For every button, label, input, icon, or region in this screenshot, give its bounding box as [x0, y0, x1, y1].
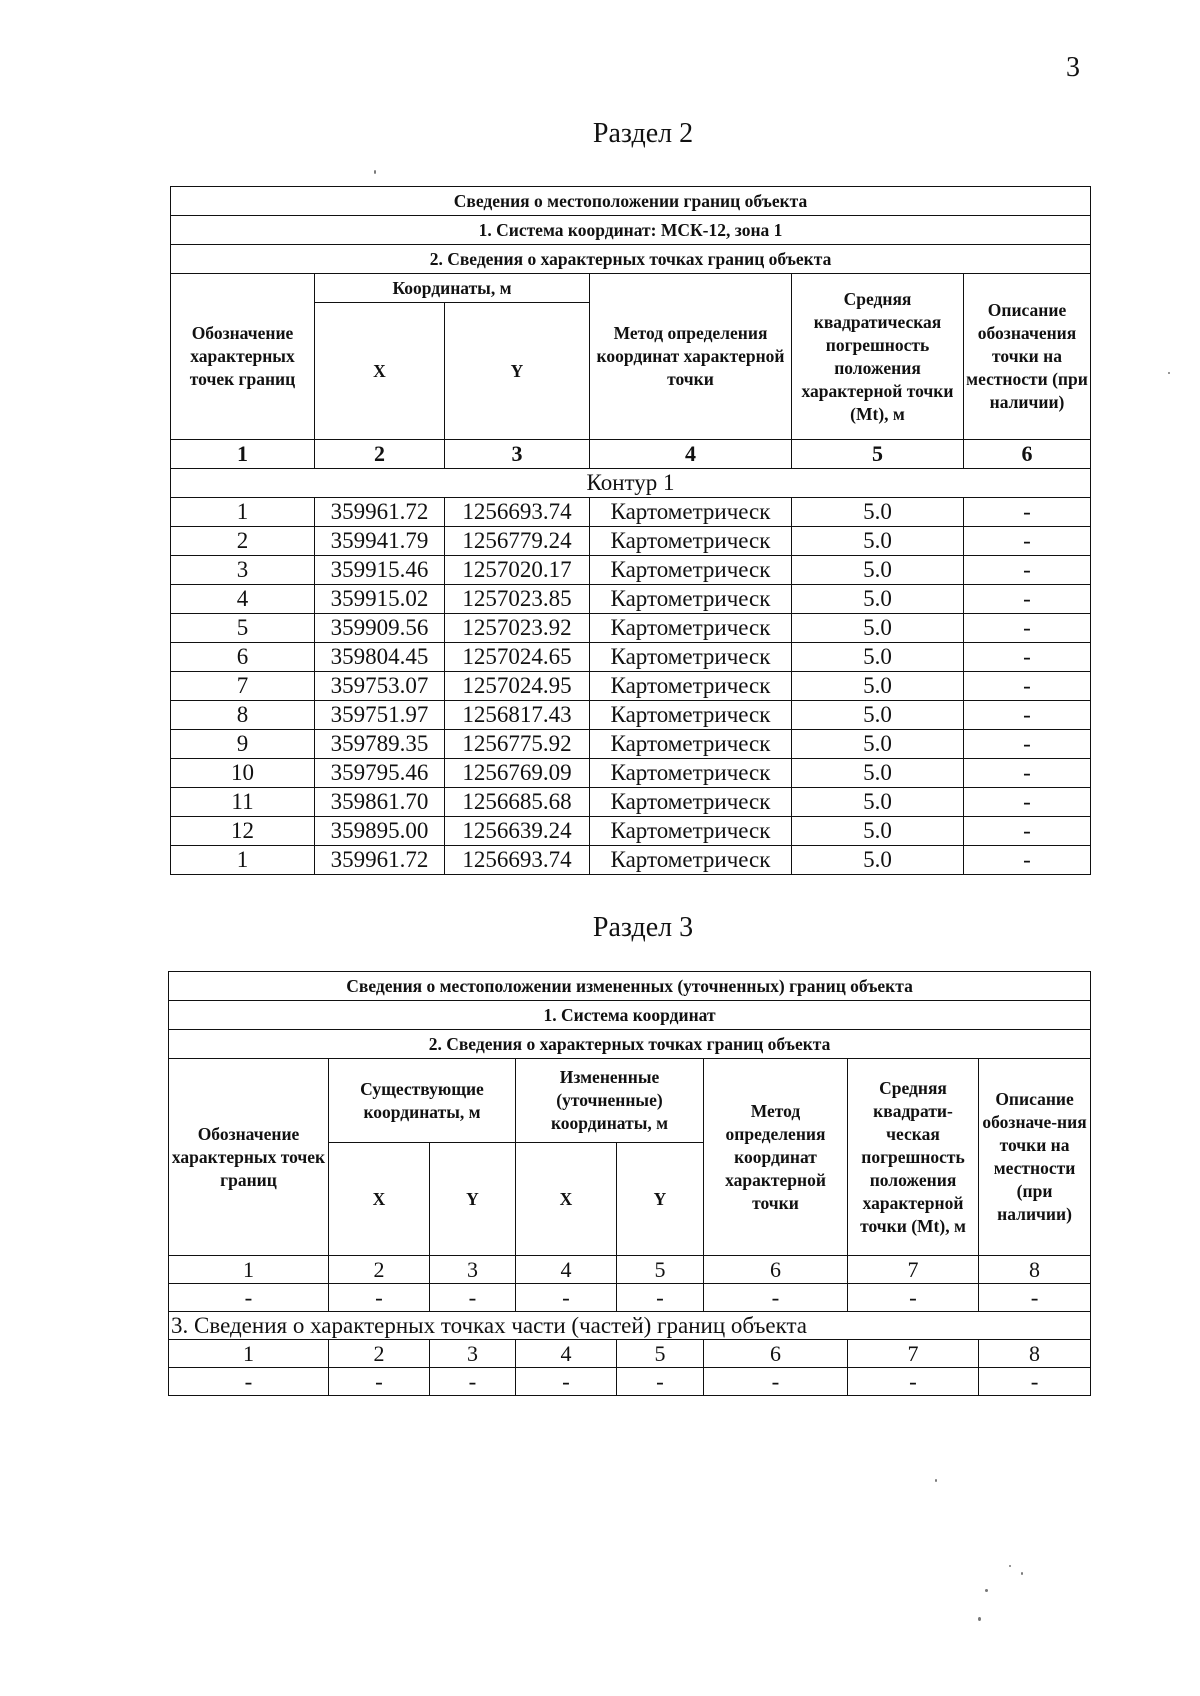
section2-header: Сведения о местоположении границ объекта: [171, 187, 1091, 216]
cell: 5: [617, 1256, 704, 1284]
section3-title: Раздел 3: [592, 912, 694, 943]
contour-label: Контур 1: [171, 469, 1091, 498]
cell-point: 9: [171, 730, 315, 759]
cell: 4: [516, 1256, 617, 1284]
cell: -: [329, 1368, 430, 1396]
cell-x: 359789.35: [315, 730, 445, 759]
cell-method: Картометрическ: [590, 498, 792, 527]
cell-x: 359861.70: [315, 788, 445, 817]
cell-error: 5.0: [792, 846, 964, 875]
cell-error: 5.0: [792, 643, 964, 672]
cell-method: Картометрическ: [590, 788, 792, 817]
cell: -: [704, 1368, 848, 1396]
cell-error: 5.0: [792, 730, 964, 759]
cell: -: [169, 1284, 329, 1312]
cell-point: 2: [171, 527, 315, 556]
table-row: [171, 817, 1091, 846]
cell-method: Картометрическ: [590, 817, 792, 846]
cell-error: 5.0: [792, 759, 964, 788]
cell: 2: [329, 1256, 430, 1284]
cell-error: 5.0: [792, 585, 964, 614]
cell-y: 1257023.92: [445, 614, 590, 643]
section2-points-header: 2. Сведения о характерных точках границ объекта: [171, 245, 1091, 274]
cell: 1: [169, 1256, 329, 1284]
cell-x: 359895.00: [315, 817, 445, 846]
col-num: 3: [445, 440, 590, 469]
cell-x: 359915.46: [315, 556, 445, 585]
cell-x: 359751.97: [315, 701, 445, 730]
cell: 6: [704, 1256, 848, 1284]
col-num: 5: [792, 440, 964, 469]
col-x: X: [315, 303, 445, 440]
cell: 6: [704, 1340, 848, 1368]
col-error: Средняя квадрати-ческая погрешность положения характерной точки (Mt), м: [848, 1059, 979, 1256]
col-changed-y: Y: [617, 1143, 704, 1256]
cell-method: Картометрическ: [590, 672, 792, 701]
cell-error: 5.0: [792, 672, 964, 701]
col-changed-coords: Измененные (уточненные) координаты, м: [516, 1059, 704, 1143]
cell-desc: -: [964, 730, 1091, 759]
cell-error: 5.0: [792, 817, 964, 846]
cell-point: 1: [171, 846, 315, 875]
cell: 8: [979, 1256, 1091, 1284]
scan-speck: [985, 1589, 988, 1592]
cell-error: 5.0: [792, 556, 964, 585]
table-row: [171, 730, 1091, 759]
cell-y: 1256769.09: [445, 759, 590, 788]
page-number: 3: [1066, 52, 1080, 83]
cell-method: Картометрическ: [590, 846, 792, 875]
col-coordinates: Координаты, м: [315, 274, 590, 303]
cell: -: [329, 1284, 430, 1312]
cell: -: [704, 1284, 848, 1312]
table-row: [171, 788, 1091, 817]
table-row: [171, 585, 1091, 614]
cell-x: 359804.45: [315, 643, 445, 672]
cell: -: [979, 1284, 1091, 1312]
table-row: [171, 701, 1091, 730]
cell-y: 1256685.68: [445, 788, 590, 817]
cell: 3: [430, 1256, 516, 1284]
parts-header: 3. Сведения о характерных точках части (частей) границ объекта: [169, 1312, 1091, 1340]
scan-speck: [978, 1617, 981, 1621]
col-description: Описание обозначе-ния точки на местности (при наличии): [979, 1059, 1091, 1256]
scan-speck: [1168, 372, 1170, 374]
cell-x: 359795.46: [315, 759, 445, 788]
cell-method: Картометрическ: [590, 643, 792, 672]
cell-point: 6: [171, 643, 315, 672]
cell: -: [617, 1368, 704, 1396]
scan-speck: [374, 170, 376, 174]
cell-desc: -: [964, 759, 1091, 788]
table-row: [171, 556, 1091, 585]
cell-y: 1257023.85: [445, 585, 590, 614]
cell: 7: [848, 1340, 979, 1368]
cell-error: 5.0: [792, 527, 964, 556]
cell-point: 3: [171, 556, 315, 585]
col-existing-coords: Существующие координаты, м: [329, 1059, 516, 1143]
cell-y: 1257024.95: [445, 672, 590, 701]
col-changed-x: X: [516, 1143, 617, 1256]
section3-header: Сведения о местоположении измененных (уточненных) границ объекта: [169, 972, 1091, 1001]
cell-point: 8: [171, 701, 315, 730]
section3-table: [168, 971, 1091, 1396]
cell-method: Картометрическ: [590, 585, 792, 614]
cell-y: 1257024.65: [445, 643, 590, 672]
col-num: 1: [171, 440, 315, 469]
cell-error: 5.0: [792, 701, 964, 730]
col-error: Средняя квадратическая погрешность положения характерной точки (Mt), м: [792, 274, 964, 440]
cell-x: 359915.02: [315, 585, 445, 614]
cell-point: 1: [171, 498, 315, 527]
cell-desc: -: [964, 701, 1091, 730]
table-row: [171, 527, 1091, 556]
section2-title: Раздел 2: [592, 118, 694, 149]
cell: 8: [979, 1340, 1091, 1368]
cell: -: [617, 1284, 704, 1312]
col-designation: Обозначение характерных точек границ: [169, 1059, 329, 1256]
cell-error: 5.0: [792, 788, 964, 817]
cell-x: 359941.79: [315, 527, 445, 556]
cell-point: 5: [171, 614, 315, 643]
section3-coord-system: 1. Система координат: [169, 1001, 1091, 1030]
cell: -: [169, 1368, 329, 1396]
cell: -: [430, 1284, 516, 1312]
col-num: 6: [964, 440, 1091, 469]
cell-desc: -: [964, 614, 1091, 643]
cell: 1: [169, 1340, 329, 1368]
cell-desc: -: [964, 643, 1091, 672]
cell: -: [430, 1368, 516, 1396]
cell-desc: -: [964, 527, 1091, 556]
col-num: 2: [315, 440, 445, 469]
cell-desc: -: [964, 585, 1091, 614]
cell: -: [516, 1284, 617, 1312]
cell: -: [848, 1284, 979, 1312]
cell-x: 359961.72: [315, 846, 445, 875]
cell-x: 359909.56: [315, 614, 445, 643]
cell-point: 11: [171, 788, 315, 817]
table-row: [171, 672, 1091, 701]
cell-desc: -: [964, 788, 1091, 817]
cell-x: 359753.07: [315, 672, 445, 701]
cell-desc: -: [964, 817, 1091, 846]
table-row: [171, 498, 1091, 527]
table-row: [169, 1368, 1091, 1396]
cell: 7: [848, 1256, 979, 1284]
cell-error: 5.0: [792, 614, 964, 643]
table-row: [171, 759, 1091, 788]
cell: 4: [516, 1340, 617, 1368]
col-num: 4: [590, 440, 792, 469]
cell: 3: [430, 1340, 516, 1368]
cell-y: 1256779.24: [445, 527, 590, 556]
cell: 5: [617, 1340, 704, 1368]
cell-desc: -: [964, 846, 1091, 875]
cell-x: 359961.72: [315, 498, 445, 527]
col-designation: Обозначение характерных точек границ: [171, 274, 315, 440]
cell-error: 5.0: [792, 498, 964, 527]
cell-method: Картометрическ: [590, 701, 792, 730]
scan-speck: [1021, 1572, 1023, 1575]
cell-y: 1257020.17: [445, 556, 590, 585]
cell-y: 1256693.74: [445, 498, 590, 527]
section2-coord-system: 1. Система координат: МСК-12, зона 1: [171, 216, 1091, 245]
col-description: Описание обозначения точки на местности (при наличии): [964, 274, 1091, 440]
col-existing-y: Y: [430, 1143, 516, 1256]
section2-table: [170, 186, 1091, 875]
column-numbers-row: [169, 1340, 1091, 1368]
cell-desc: -: [964, 672, 1091, 701]
cell: -: [848, 1368, 979, 1396]
cell-point: 7: [171, 672, 315, 701]
column-numbers-row: [169, 1256, 1091, 1284]
cell-method: Картометрическ: [590, 730, 792, 759]
cell-y: 1256639.24: [445, 817, 590, 846]
table-row: [171, 643, 1091, 672]
col-method: Метод определения координат характерной точки: [590, 274, 792, 440]
cell-method: Картометрическ: [590, 614, 792, 643]
cell-method: Картометрическ: [590, 527, 792, 556]
cell-method: Картометрическ: [590, 759, 792, 788]
cell-desc: -: [964, 556, 1091, 585]
table-row: [171, 846, 1091, 875]
scan-speck: [1009, 1565, 1011, 1567]
cell-point: 12: [171, 817, 315, 846]
cell-point: 4: [171, 585, 315, 614]
scan-speck: [935, 1479, 937, 1482]
cell-desc: -: [964, 498, 1091, 527]
cell-method: Картометрическ: [590, 556, 792, 585]
cell-point: 10: [171, 759, 315, 788]
col-existing-x: X: [329, 1143, 430, 1256]
col-method: Метод определения координат характерной точки: [704, 1059, 848, 1256]
table-row: [169, 1284, 1091, 1312]
cell: -: [979, 1368, 1091, 1396]
cell: 2: [329, 1340, 430, 1368]
section3-points-header: 2. Сведения о характерных точках границ объекта: [169, 1030, 1091, 1059]
col-y: Y: [445, 303, 590, 440]
table-row: [171, 614, 1091, 643]
cell-y: 1256775.92: [445, 730, 590, 759]
cell-y: 1256817.43: [445, 701, 590, 730]
cell-y: 1256693.74: [445, 846, 590, 875]
cell: -: [516, 1368, 617, 1396]
